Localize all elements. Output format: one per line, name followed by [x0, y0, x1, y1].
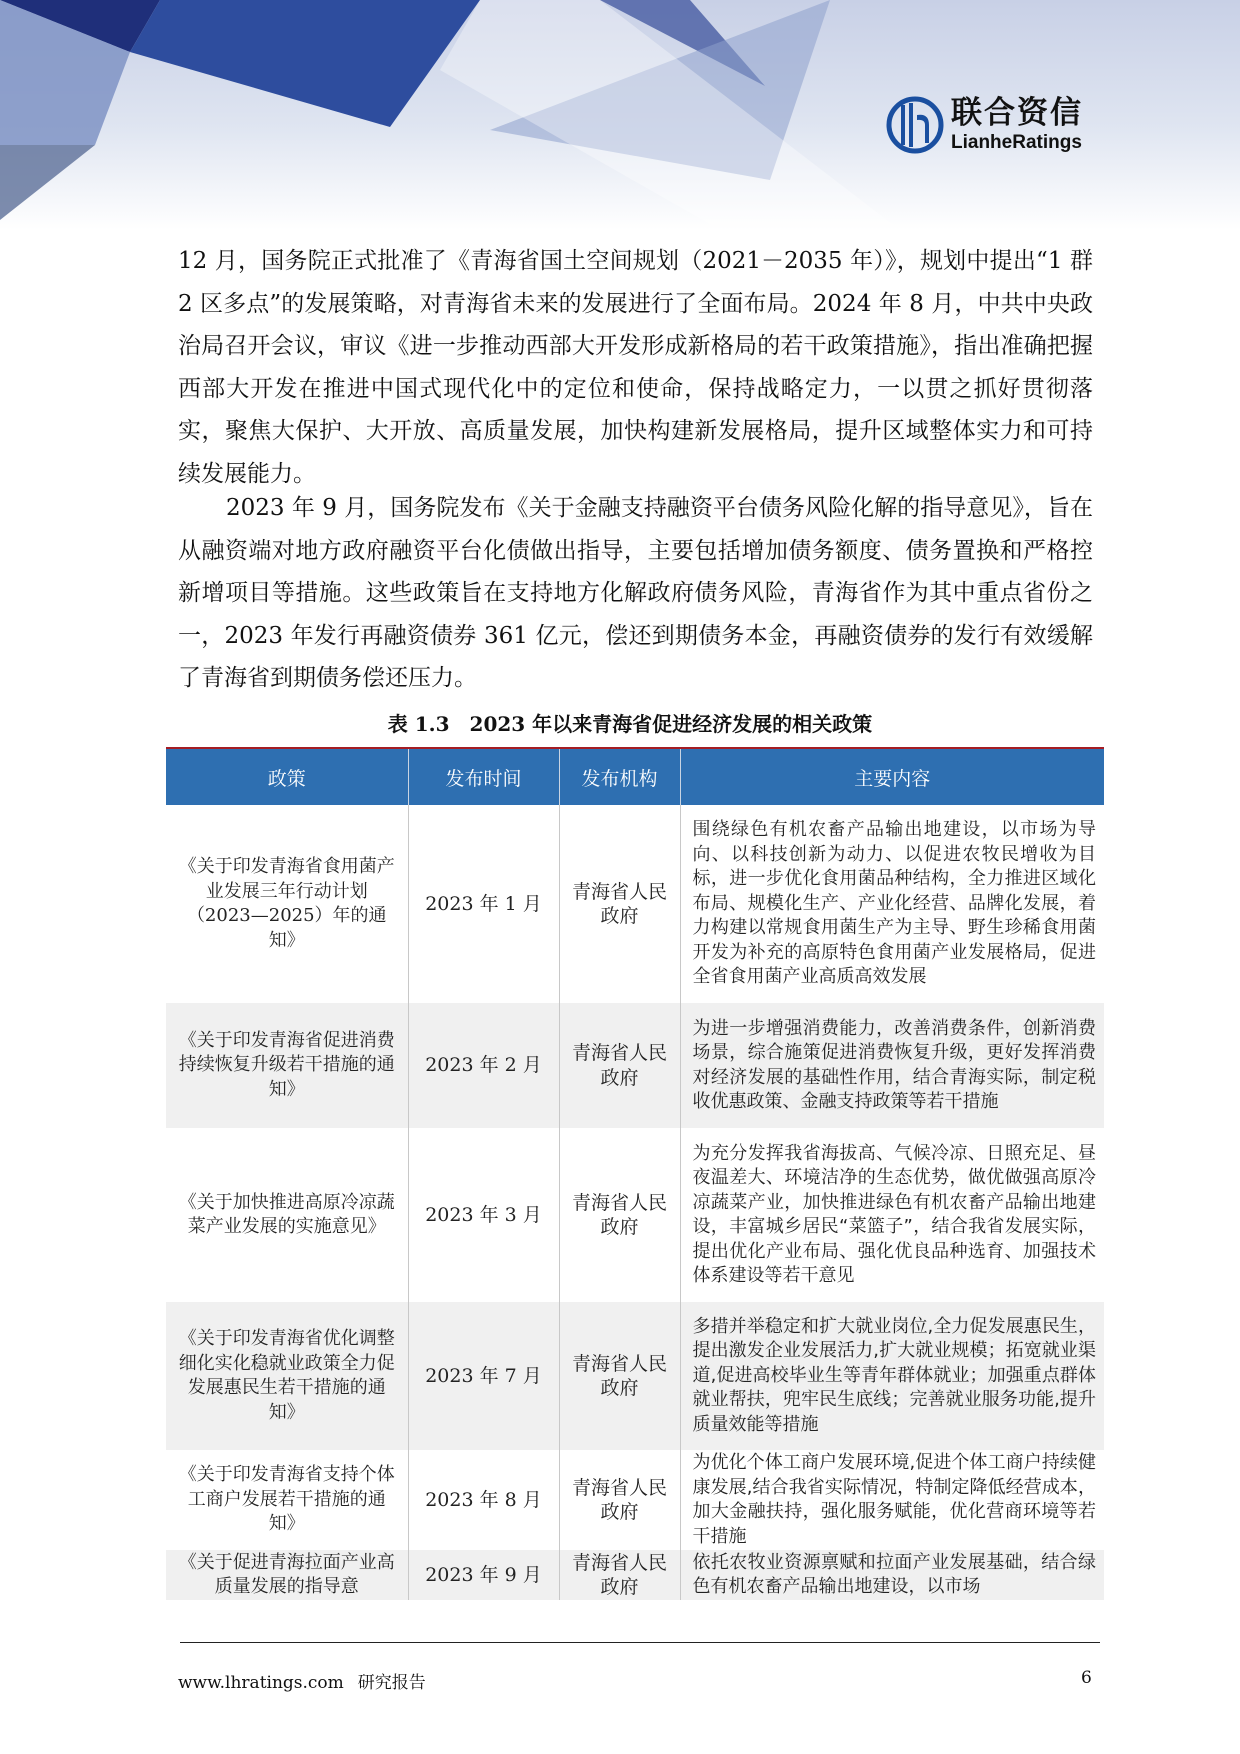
policy-name-cell: 《关于印发青海省优化调整细化实化稳就业政策全力促发展惠民生若干措施的通知》 — [166, 1302, 408, 1450]
column-header-content: 主要内容 — [680, 748, 1104, 805]
body-paragraph-1: 12 月，国务院正式批准了《青海省国土空间规划（2021－2035 年）》，规划中提出“1 群 2 区多点”的发展策略，对青海省未来的发展进行了全面布局。2024 年 8 月，中共中央政治局召开会议，审议《进一步推动西部大开发形成新格局的若干政策措施》，指出准确把握西部大开发在推进中国式现代化中的定位和使命，保持战略定力，一以贯之抓好贯彻落实，聚焦大保护、大开放、高质量发展，加快构建新发展格局，提升区域整体实力和可持续发展能力。 — [178, 248, 1093, 487]
page-number: 6 — [1081, 1668, 1092, 1688]
policy-name-cell: 《关于促进青海拉面产业高质量发展的指导意 — [166, 1550, 408, 1600]
date-cell: 2023 年 8 月 — [408, 1450, 559, 1550]
table-row — [166, 1550, 1104, 1600]
policy-table-container — [166, 747, 1104, 1605]
footer-info — [178, 1668, 426, 1693]
org-cell: 青海省人民政府 — [559, 805, 680, 1003]
column-header-date: 发布时间 — [408, 748, 559, 805]
table-row — [166, 1450, 1104, 1550]
content-cell: 依托农牧业资源禀赋和拉面产业发展基础，结合绿色有机农畜产品输出地建设，以市场 — [680, 1550, 1104, 1600]
column-header-org: 发布机构 — [559, 748, 680, 805]
org-cell: 青海省人民政府 — [559, 1450, 680, 1550]
footer-doc-type: 研究报告 — [357, 1673, 426, 1693]
table-row — [166, 1128, 1104, 1302]
date-cell: 2023 年 1 月 — [408, 805, 559, 1003]
policy-name-cell: 《关于加快推进高原冷凉蔬菜产业发展的实施意见》 — [166, 1128, 408, 1302]
date-cell: 2023 年 9 月 — [408, 1550, 559, 1600]
lianhe-logo-icon — [885, 95, 945, 155]
table-header-row — [166, 748, 1104, 805]
date-cell: 2023 年 2 月 — [408, 1003, 559, 1128]
header-banner — [0, 0, 1240, 230]
body-paragraph-2: 2023 年 9 月，国务院发布《关于金融支持融资平台债务风险化解的指导意见》，旨在从融资端对地方政府融资平台化债做出指导，主要包括增加债务额度、债务置换和严格控新增项目等措施。这些政策旨在支持地方化解政府债务风险，青海省作为其中重点省份之一，2023 年发行再融资债券 361 亿元，偿还到期债务本金，再融资债券的发行有效缓解了青海省到期债务偿还压力。 — [178, 495, 1093, 691]
column-header-policy: 政策 — [166, 748, 408, 805]
company-logo — [885, 95, 1105, 165]
org-cell: 青海省人民政府 — [559, 1003, 680, 1128]
content-cell: 为充分发挥我省海拔高、气候冷凉、日照充足、昼夜温差大、环境洁净的生态优势，做优做强高原冷凉蔬菜产业，加快推进绿色有机农畜产品输出地建设，丰富城乡居民“菜篮子”，结合我省发展实际，提出优化产业布局、强化优良品种选育、加强技术体系建设等若干意见 — [692, 1142, 1096, 1286]
policy-name-cell: 《关于印发青海省支持个体工商户发展若干措施的通知》 — [166, 1450, 408, 1550]
content-cell: 围绕绿色有机农畜产品输出地建设，以市场为导向、以科技创新为动力、以促进农牧民增收为目标，进一步优化食用菌品种结构，全力推进区域化布局、规模化生产、产业化经营、品牌化发展，着力构建以常规食用菌生产为主导、野生珍稀食用菌开发为补充的高原特色食用菌产业发展格局，促进全省食用菌产业高质高效发展 — [692, 819, 1096, 988]
footer-divider — [180, 1642, 1100, 1643]
content-cell: 为优化个体工商户发展环境,促进个体工商户持续健康发展,结合我省实际情况，特制定降低经营成本，加大金融扶持，强化服务赋能，优化营商环境等若干措施 — [692, 1452, 1096, 1547]
table-row — [166, 1302, 1104, 1450]
policy-name-cell: 《关于印发青海省食用菌产业发展三年行动计划（2023—2025）年的通知》 — [166, 805, 408, 1003]
org-cell: 青海省人民政府 — [559, 1302, 680, 1450]
org-cell: 青海省人民政府 — [559, 1128, 680, 1302]
org-cell: 青海省人民政府 — [559, 1550, 680, 1600]
date-cell: 2023 年 3 月 — [408, 1128, 559, 1302]
content-cell: 为进一步增强消费能力，改善消费条件，创新消费场景，综合施策促进消费恢复升级，更好发挥消费对经济发展的基础性作用，结合青海实际，制定税收优惠政策、金融支持政策等若干措施 — [680, 1003, 1104, 1128]
footer-website-link[interactable]: www.lhratings.com — [178, 1673, 344, 1693]
logo-english-name: LianheRatings — [951, 132, 1082, 153]
policy-name-cell: 《关于印发青海省促进消费持续恢复升级若干措施的通知》 — [166, 1003, 408, 1128]
content-cell: 多措并举稳定和扩大就业岗位,全力促发展惠民生，提出激发企业发展活力,扩大就业规模；拓宽就业渠道,促进高校毕业生等青年群体就业；加强重点群体就业帮扶，兜牢民生底线；完善就业服务功能,提升质量效能等措施 — [680, 1302, 1104, 1450]
table-row — [166, 805, 1104, 1003]
logo-chinese-name: 联合资信 — [951, 95, 1083, 131]
policy-table — [166, 747, 1104, 1600]
table-row — [166, 1003, 1104, 1128]
date-cell: 2023 年 7 月 — [408, 1302, 559, 1450]
table-caption: 表 1.3 2023 年以来青海省促进经济发展的相关政策 — [387, 712, 873, 736]
